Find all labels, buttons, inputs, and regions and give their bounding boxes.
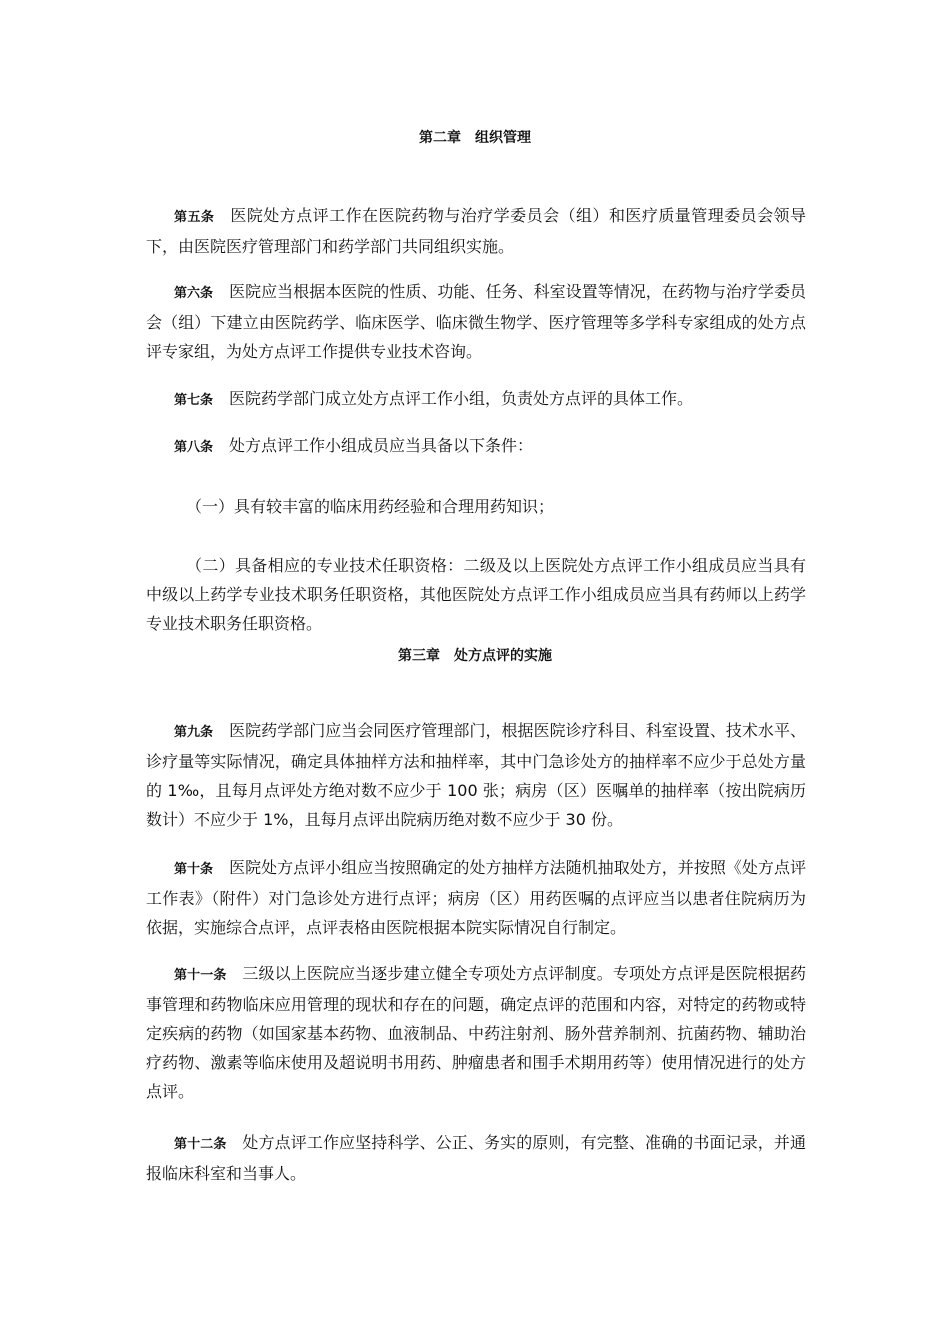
chapter-2-heading: 第二章 组织管理 (419, 130, 531, 146)
article-8-text: 处方点评工作小组成员应当具备以下条件： (229, 436, 534, 455)
article-6 (146, 277, 806, 366)
article-10-text: 医院处方点评小组应当按照确定的处方抽样方法随机抽取处方，并按照《处方点评工作表》（附件）对门急诊处方进行点评；病房（区）用药医嘱的点评应当以患者住院病历为依据，实施综合点评，点评表格由医院根据本院实际情况自行制定。 (146, 858, 806, 937)
article-9 (146, 716, 806, 834)
article-7 (146, 384, 806, 415)
article-10 (146, 853, 806, 942)
article-12-number: 第十二条 (174, 1137, 227, 1152)
article-11-number: 第十一条 (174, 968, 227, 983)
article-12-text: 处方点评工作应坚持科学、公正、务实的原则，有完整、准确的书面记录，并通报临床科室和当事人。 (146, 1133, 806, 1183)
chapter-3-heading: 第三章 处方点评的实施 (398, 648, 552, 664)
article-11 (146, 959, 806, 1106)
article-9-number: 第九条 (174, 725, 214, 740)
article-6-number: 第六条 (174, 286, 214, 301)
article-11-text: 三级以上医院应当逐步建立健全专项处方点评制度。专项处方点评是医院根据药事管理和药物临床应用管理的现状和存在的问题，确定点评的范围和内容，对特定的药物或特定疾病的药物（如国家基本药物、血液制品、中药注射剂、肠外营养制剂、抗菌药物、辅助治疗药物、激素等临床使用及超说明书用药、肿瘤患者和围手术期用药等）使用情况进行的处方点评。 (146, 964, 806, 1101)
article-6-text: 医院应当根据本医院的性质、功能、任务、科室设置等情况，在药物与治疗学委员会（组）下建立由医院药学、临床医学、临床微生物学、医疗管理等多学科专家组成的处方点评专家组，为处方点评工作提供专业技术咨询。 (146, 282, 806, 361)
article-8-number: 第八条 (174, 440, 214, 455)
article-8 (146, 431, 806, 462)
article-5 (146, 201, 806, 261)
article-7-text: 医院药学部门成立处方点评工作小组，负责处方点评的具体工作。 (229, 389, 694, 408)
article-7-number: 第七条 (174, 393, 214, 408)
article-10-number: 第十条 (174, 862, 214, 877)
article-5-text: 医院处方点评工作在医院药物与治疗学委员会（组）和医疗质量管理委员会领导下，由医院医疗管理部门和药学部门共同组织实施。 (146, 206, 806, 256)
requirement-item-1: （一）具有较丰富的临床用药经验和合理用药知识； (186, 497, 555, 516)
article-12 (146, 1128, 806, 1188)
requirement-item-2: （二）具备相应的专业技术任职资格：二级及以上医院处方点评工作小组成员应当具有中级以上药学专业技术职务任职资格，其他医院处方点评工作小组成员应当具有药师以上药学专业技术职务任职资格。 (146, 556, 806, 633)
article-9-text: 医院药学部门应当会同医疗管理部门，根据医院诊疗科目、科室设置、技术水平、诊疗量等实际情况，确定具体抽样方法和抽样率，其中门急诊处方的抽样率不应少于总处方量的 1‰，且每月点评处方绝对数不应少于 100 张；病房（区）医嘱单的抽样率（按出院病历数计）不应少于 1%，且每月点评出院病历绝对数不应少于 30 份。 (146, 721, 806, 829)
article-5-number: 第五条 (174, 210, 215, 225)
